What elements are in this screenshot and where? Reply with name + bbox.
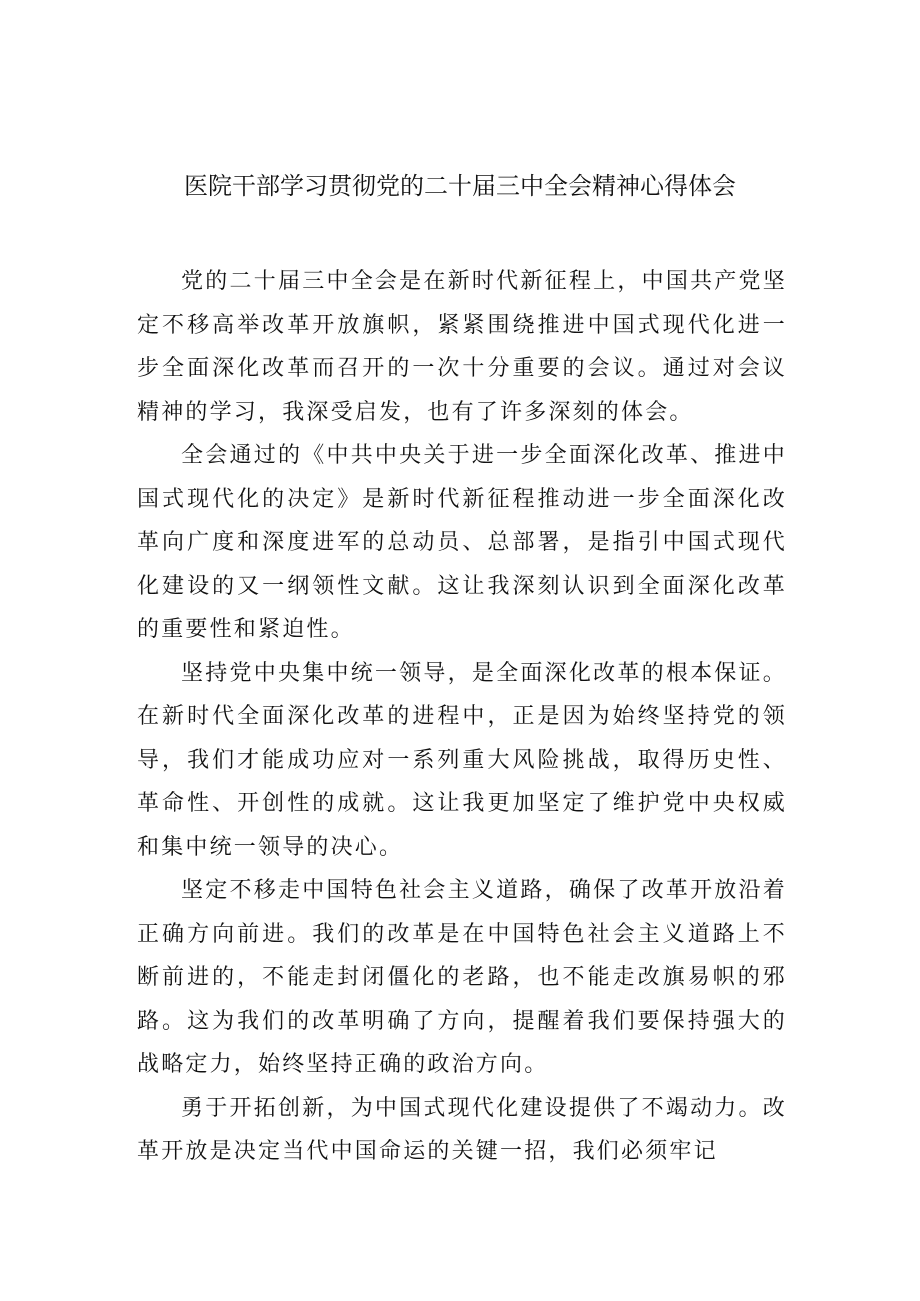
document-body bbox=[137, 260, 787, 1174]
paragraph: 全会通过的《中共中央关于进一步全面深化改革、推进中国式现代化的决定》是新时代新征程推动进一步全面深化改革向广度和深度进军的总动员、总部署，是指引中国式现代化建设的又一纲领性文献。这让我深刻认识到全面深化改革的重要性和紧迫性。 bbox=[137, 443, 787, 642]
document-title: 医院干部学习贯彻党的二十届三中全会精神心得体会 bbox=[184, 172, 736, 200]
paragraph: 坚定不移走中国特色社会主义道路，确保了改革开放沿着正确方向前进。我们的改革是在中国特色社会主义道路上不断前进的，不能走封闭僵化的老路，也不能走改旗易帜的邪路。这为我们的改革明确了方向，提醒着我们要保持强大的战略定力，始终坚持正确的政治方向。 bbox=[137, 878, 787, 1077]
paragraph: 党的二十届三中全会是在新时代新征程上，中国共产党坚定不移高举改革开放旗帜，紧紧围绕推进中国式现代化进一步全面深化改革而召开的一次十分重要的会议。通过对会议精神的学习，我深受启发，也有了许多深刻的体会。 bbox=[137, 269, 787, 425]
paragraph: 坚持党中央集中统一领导，是全面深化改革的根本保证。在新时代全面深化改革的进程中，正是因为始终坚持党的领导，我们才能成功应对一系列重大风险挑战，取得历史性、革命性、开创性的成就。这让我更加坚定了维护党中央权威和集中统一领导的决心。 bbox=[137, 660, 787, 860]
paragraph: 勇于开拓创新，为中国式现代化建设提供了不竭动力。改革开放是决定当代中国命运的关键一招，我们必须牢记 bbox=[137, 1095, 787, 1164]
